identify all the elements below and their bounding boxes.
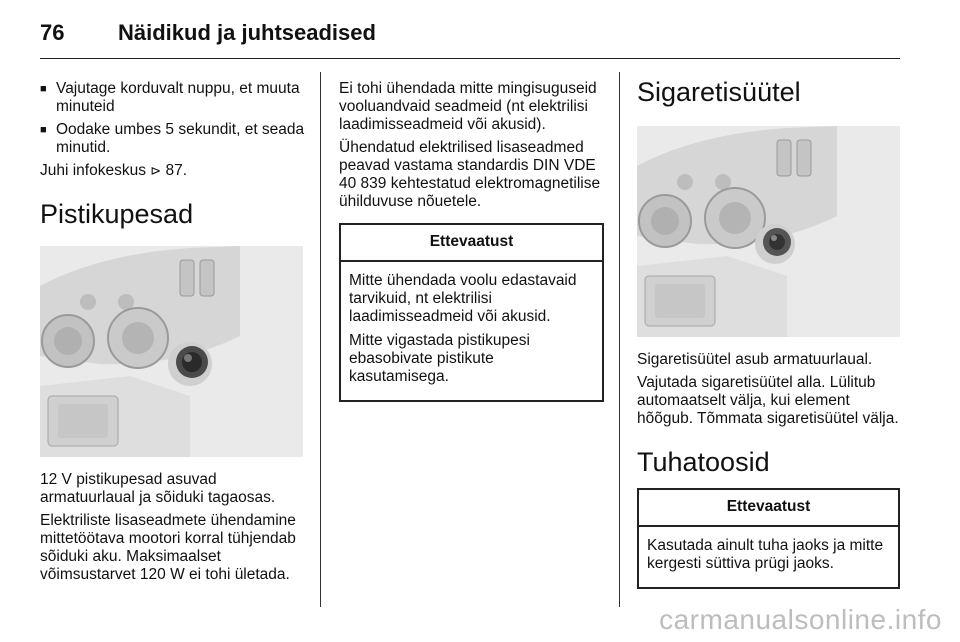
section-title-sockets: Pistikupesad — [40, 199, 194, 229]
reference-page: 87. — [165, 162, 188, 179]
warning-text: Kasutada ainult tuha jaoks ja mitte kergesti süttiva prügi jaoks. — [647, 537, 884, 572]
column-divider — [619, 72, 620, 607]
warning-text: Mitte ühendada voolu edastavaid tarvikuid, nt elektrilisi laadimisseadmeid või akusid. — [349, 272, 577, 325]
header-divider — [40, 58, 900, 59]
watermark: carmanualsonline.info — [659, 604, 942, 635]
paragraph: Vajutada sigaretisüütel alla. Lülitub automaatselt välja, kui element hõõgub. Tõmmata sigaretisüütel välja. — [637, 374, 899, 427]
paragraph: Sigaretisüütel asub armatuurlaual. — [637, 351, 873, 368]
warning-box — [637, 488, 900, 589]
warning-body — [639, 527, 898, 587]
cigarette-lighter-photo — [637, 126, 900, 337]
page-reference-icon: ⊳ — [150, 163, 162, 178]
warning-title: Ettevaatust — [639, 490, 898, 527]
power-socket-photo — [40, 246, 303, 457]
warning-text: Mitte vigastada pistikupesi ebasobivate pistikute kasutamisega. — [349, 332, 530, 385]
paragraph: Elektriliste lisaseadmete ühendamine mittetöötava mootori korral tühjendab sõiduki aku. Maksimaalset võimsustarvet 120 W ei tohi ületada. — [40, 512, 296, 583]
column-3 — [637, 76, 900, 589]
warning-box — [339, 223, 604, 402]
paragraph: Ei tohi ühendada mitte mingisuguseid vooluandvaid seadmeid (nt elektrilisi laadimisseadmeid või akusid). — [339, 80, 597, 133]
section-title-lighter: Sigaretisüütel — [637, 77, 801, 107]
paragraph: Ühendatud elektrilised lisaseadmed peavad vastama standardis DIN VDE 40 839 kehtestatud elektromagnetilise ühilduvuse nõuetele. — [339, 139, 601, 210]
cross-reference — [40, 162, 306, 180]
column-1 — [40, 80, 306, 589]
bullet-item: ■ Oodake umbes 5 sekundit, et seada minutid. — [40, 121, 306, 157]
warning-body — [341, 262, 602, 400]
column-divider — [320, 72, 321, 607]
reference-text: Juhi infokeskus — [40, 162, 146, 179]
section-title-ashtrays: Tuhatoosid — [637, 447, 770, 477]
page-title: Näidikud ja juhtseadised — [118, 20, 376, 45]
page-number: 76 — [40, 20, 65, 45]
column-2 — [339, 80, 604, 402]
page-header — [40, 14, 900, 54]
bullet-item: ■ Vajutage korduvalt nuppu, et muuta minuteid — [40, 80, 306, 116]
warning-title: Ettevaatust — [341, 225, 602, 262]
paragraph: 12 V pistikupesad asuvad armatuurlaual ja sõiduki tagaosas. — [40, 471, 276, 506]
